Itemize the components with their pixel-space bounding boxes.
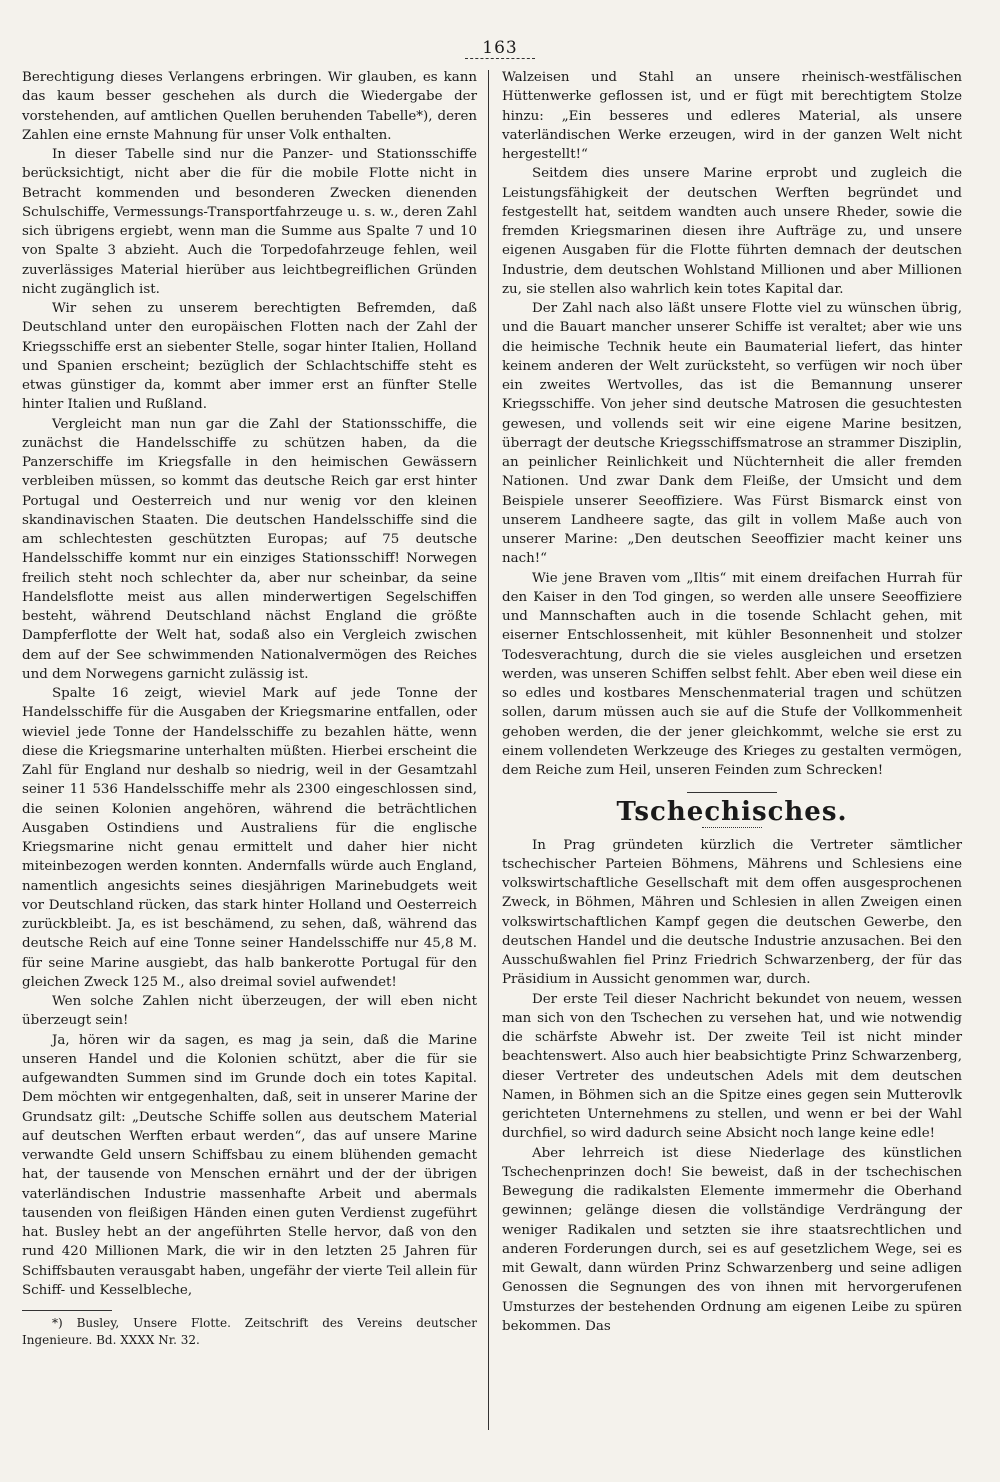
page-number-rule <box>465 58 535 59</box>
paragraph: Vergleicht man nun gar die Zahl der Stationsschiffe, die zunächst die Handelsschiffe zu schützen haben, da die Panzerschiffe im Kriegsfalle in den heimischen Gewässern verbleiben müssen, so kommt das deutsche Reich gar erst hinter Portugal und Oesterreich und nur wenig vor den kleinen skandinavischen Staaten. Die deutschen Handelsschiffe sind die am schlechtesten geschützten Europas; auf 75 deutsche Handelsschiffe kommt nur ein einziges Stationsschiff! Norwegen freilich steht noch schlechter da, aber nur scheinbar, da seine Handelsflotte meist aus allen minderwertigen Segelschiffen besteht, während Deutschland nächst England die größte Dampferflotte der Welt hat, sodaß also ein Vergleich zwischen dem auf der See schwimmenden Nationalvermögen des Reiches und dem Norwegens garnicht zulässig ist. <box>22 416 477 682</box>
page-number-text: 163 <box>482 38 518 58</box>
paragraph: Der Zahl nach also läßt unsere Flotte viel zu wünschen übrig, und die Bauart mancher unserer Schiffe ist veraltet; aber wie uns die heimische Technik heute ein Baumaterial liefert, das hinter keinem anderen der Welt zurücksteht, so verfügen wir noch über ein zweites Wertvolles, das ist die Bemannung unserer Kriegsschiffe. Von jeher sind deutsche Matrosen die gesuchtesten gewesen, und vollends seit wir eine eigene Marine besitzen, überragt der deutsche Kriegsschiffsmatrose an strammer Disziplin, an peinlicher Reinlichkeit und Nüchternheit die aller fremden Nationen. Und zwar Dank dem Fleiße, der Umsicht und dem Beispiele unserer Seeoffiziere. Was Fürst Bismarck einst von unserem Landheere sagte, das gilt in vollem Maße auch von unserer Marine: „Den deutschen Seeoffizier macht keiner uns nach!“ <box>502 301 962 567</box>
column-divider <box>488 70 489 1430</box>
section-heading: Tschechisches. <box>616 797 848 828</box>
paragraph: Ja, hören wir da sagen, es mag ja sein, daß die Marine unseren Handel und die Kolonien schützt, aber die für sie aufgewandten Summen sind im Grunde doch ein totes Kapital. Dem möchten wir entgegenhalten, daß, seit in unserer Marine der Grundsatz gilt: „Deutsche Schiffe sollen aus deutschem Material auf deutschen Werften erbaut werden“, das auf unsere Marine verwandte Geld unsern Schiffsbau zu einem blühenden gemacht hat, der tausende von Menschen ernährt und der der übrigen vaterländischen Industrie massenhafte Arbeit und abermals tausenden von fleißigen Händen einen guten Verdienst zugeführt hat. Busley hebt an der angeführten Stelle hervor, daß von den rund 420 Millionen Mark, die wir in den letzten 25 Jahren für Schiffsbauten verausgabt haben, ungefähr der vierte Teil allein für Schiff- und Kesselbleche, <box>22 1032 477 1298</box>
left-column <box>22 68 477 1428</box>
paragraph: Seitdem dies unsere Marine erprobt und zugleich die Leistungsfähigkeit der deutschen Werften begründet und festgestellt hat, seitdem wandten auch unsere Rheder, sowie die fremden Kriegsmarinen diesen ihre Aufträge zu, und unsere eigenen Ausgaben für die Flotte führten demnach der deutschen Industrie, dem deutschen Wohlstand Millionen und aber Millionen zu, sie stellen also wahrlich kein totes Kapital dar. <box>502 166 962 297</box>
footnote: *) Busley, Unsere Flotte. Zeitschrift des Vereins deutscher Ingenieure. Bd. XXXX Nr. 32. <box>22 1316 477 1347</box>
paragraph: Berechtigung dieses Verlangens erbringen. Wir glauben, es kann das kaum besser geschehen als durch die Wiedergabe der vorstehenden, auf amtlichen Quellen beruhenden Tabelle*), deren Zahlen eine ernste Mahnung für unser Volk enthalten. <box>22 70 477 143</box>
paragraph: In Prag gründeten kürzlich die Vertreter sämtlicher tschechischer Parteien Böhmens, Mährens und Schlesiens eine volkswirtschaftliche Gesellschaft mit dem offen ausgesprochenen Zweck, in Böhmen, Mähren und Schlesien in allen Zweigen einen volkswirtschaftlichen Kampf gegen die deutschen Gewerbe, den deutschen Handel und die deutsche Industrie anzusachen. Bei den Ausschußwahlen fiel Prinz Friedrich Schwarzenberg, der für das Präsidium in Aussicht genommen war, durch. <box>502 837 962 988</box>
paragraph: Spalte 16 zeigt, wieviel Mark auf jede Tonne der Handelsschiffe für die Ausgaben der Kriegsmarine entfallen, oder wieviel jede Tonne der Handelsschiffe zu bezahlen hätte, wenn diese die Kriegsmarine unterhalten müßten. Hierbei erscheint die Zahl für England nur deshalb so niedrig, weil in der Gesamtzahl seiner 11 536 Handelsschiffe mehr als 2300 eingeschlossen sind, die seinen Kolonien angehören, während die beträchtlichen Ausgaben Ostindiens und Australiens für die englische Kriegsmarine nicht genau ermittelt und daher hier nicht miteinbezogen werden konnten. Andernfalls würde auch England, namentlich angesichts seines diesjährigen Marinebudgets weit vor Deutschland rücken, das stark hinter Holland und Oesterreich zurückbleibt. Ja, es ist beschämend, zu sehen, daß, während das deutsche Reich auf eine Tonne seiner Handelsschiffe nur 45,8 M. für seine Marine ausgiebt, das halb bankerotte Portugal für den gleichen Zweck 125 M., also dreimal soviel aufwendet! <box>22 686 477 990</box>
paragraph: Wie jene Braven vom „Iltis“ mit einem dreifachen Hurrah für den Kaiser in den Tod gingen, so werden alle unsere Seeoffiziere und Mannschaften auch in die tosende Schlacht gehen, mit eiserner Entschlossenheit, mit kühler Besonnenheit und stolzer Todesverachtung, durch die sie vieles ausgleichen und ersetzen werden, was unseren Schiffen selbst fehlt. Aber eben weil diese ein so edles und kostbares Menschenmaterial tragen und schützen sollen, darum müssen auch sie auf die Stufe der Vollkommenheit gehoben werden, die der jener gleichkommt, welche sie erst zu einem vollendeten Werkzeuge des Krieges zu gestalten vermögen, dem Reiche zum Heil, unseren Feinden zum Schrecken! <box>502 570 962 778</box>
paragraph: Walzeisen und Stahl an unsere rheinisch-westfälischen Hüttenwerke geflossen ist, und er fügt mit berechtigtem Stolze hinzu: „Ein besseres und edleres Material, als unsere vaterländischen Werke erzeugen, wird in der ganzen Welt nicht hergestellt!“ <box>502 70 962 162</box>
footnote-rule <box>22 1310 112 1311</box>
section-divider <box>687 792 777 793</box>
right-column <box>502 68 962 1458</box>
paragraph: Aber lehrreich ist diese Niederlage des künstlichen Tschechenprinzen doch! Sie beweist, daß in der tschechischen Bewegung die radikalsten Elemente immermehr die Oberhand gewinnen; gelänge diesen die vollständige Verdrängung der weniger Radikalen und setzten sie ihre staatsrechtlichen und anderen Forderungen durch, sei es auf gesetzlichem Wege, sei es mit Gewalt, dann würden Prinz Schwarzenberg und seine adligen Genossen die Segnungen des von ihnen mit hervorgerufenen Umsturzes der bestehenden Ordnung am eigenen Leibe zu spüren bekommen. Das <box>502 1145 962 1334</box>
paragraph: Der erste Teil dieser Nachricht bekundet von neuem, wessen man sich von den Tschechen zu versehen hat, und wie notwendig die schärfste Abwehr ist. Der zweite Teil ist nicht minder beachtenswert. Also auch hier beabsichtigte Prinz Schwarzenberg, dieser Vertreter des undeutschen Adels mit dem deutschen Namen, in Böhmen sich an die Spitze eines gegen sein Mutterovlk gerichteten Unternehmens zu stellen, und wenn er bei der Wahl durchfiel, so wird dadurch seine Absicht noch lange keine edle! <box>502 991 962 1142</box>
paragraph: Wen solche Zahlen nicht überzeugen, der will eben nicht überzeugt sein! <box>22 994 477 1029</box>
paragraph: Wir sehen zu unserem berechtigten Befremden, daß Deutschland unter den europäischen Flotten nach der Zahl der Kriegsschiffe erst an siebenter Stelle, sogar hinter Italien, Holland und Spanien erscheint; bezüglich der Schlachtschiffe steht es etwas günstiger da, kommt aber immer erst an fünfter Stelle hinter Italien und Rußland. <box>22 301 477 413</box>
paragraph: In dieser Tabelle sind nur die Panzer- und Stationsschiffe berücksichtigt, nicht aber die für die mobile Flotte nicht in Betracht kommenden und besonderen Zwecken dienenden Schulschiffe, Vermessungs-Transportfahrzeuge u. s. w., deren Zahl sich übrigens ergiebt, wenn man die Summe aus Spalte 7 und 10 von Spalte 3 abzieht. Auch die Torpedofahrzeuge fehlen, weil zuverlässiges Material hierüber aus leichtbegreiflichen Gründen nicht zugänglich ist. <box>22 147 477 297</box>
page-number <box>0 38 1000 59</box>
